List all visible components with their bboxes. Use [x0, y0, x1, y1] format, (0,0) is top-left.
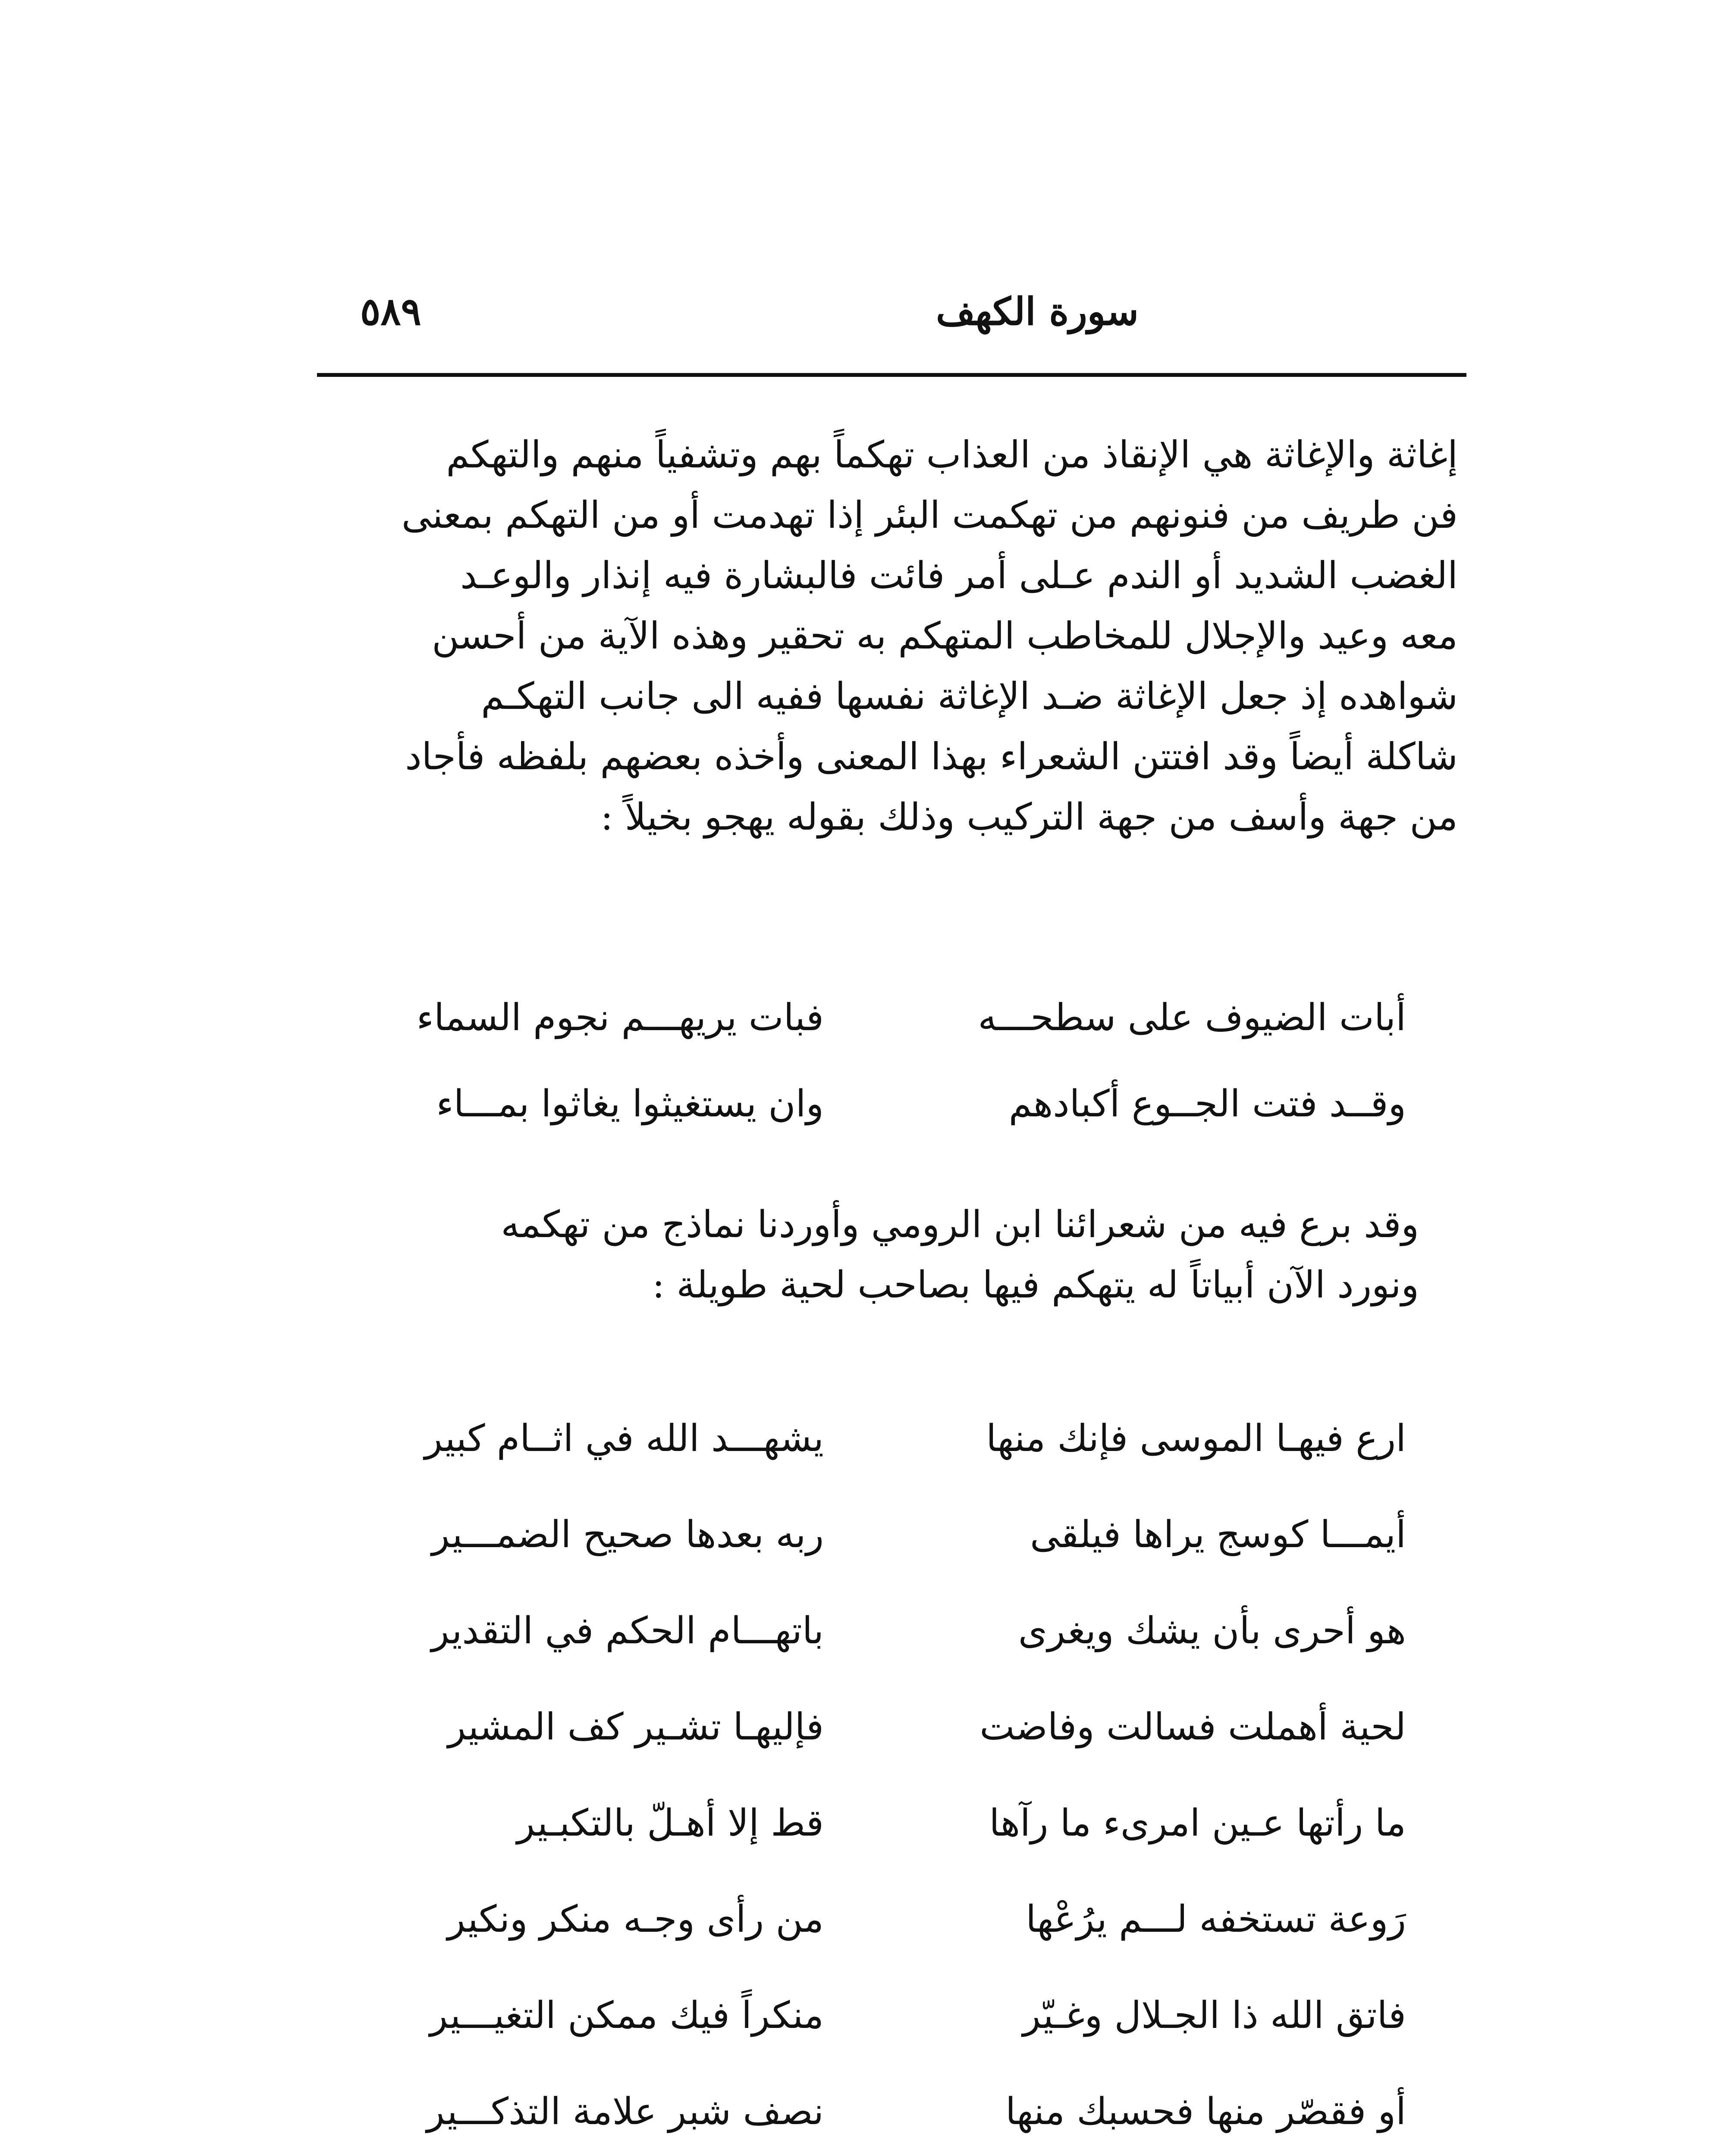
couplet — [328, 1487, 1406, 1583]
second-hemistich: فبات يريهـــم نجوم السماء — [416, 996, 824, 1039]
couplet — [328, 1679, 1406, 1775]
text-line: الغضب الشديد أو الندم عـلى أمر فائت فالبشارة فيه إنذار والوعـد — [460, 554, 1458, 597]
paragraph-1 — [302, 425, 1458, 847]
poem-1 — [328, 975, 1406, 1147]
second-hemistich: ربه بعدها صحيح الضمـــير — [431, 1513, 824, 1556]
header-rule — [317, 373, 1466, 377]
second-hemistich: فإليهـا تشـير كف المشير — [448, 1705, 824, 1749]
first-hemistich: رَوعة تستخفه لـــم يرُعْها — [1026, 1898, 1406, 1941]
first-hemistich: فاتق الله ذا الجـلال وغـيّر — [1023, 1994, 1406, 2037]
couplet — [328, 1061, 1406, 1147]
couplet — [328, 1583, 1406, 1679]
text-line: ونورد الآن أبياتاً له يتهكم فيها بصاحب لحية طويلة : — [652, 1263, 1419, 1307]
first-hemistich: لحية أهملت فسالت وفاضت — [979, 1705, 1406, 1749]
text-line: من جهة وأسف من جهة التركيب وذلك بقوله يهجو بخيلاً : — [600, 796, 1458, 839]
text-line: فن طريف من فنونهم من تهكمت البئر إذا تهدمت أو من التهكم بمعنى — [402, 494, 1458, 537]
text-line: معه وعيد والإجلال للمخاطب المتهكم به تحقير وهذه الآية من أحسن — [432, 614, 1458, 658]
poem-2 — [328, 1391, 1406, 2156]
second-hemistich: قط إلا أهـلّ بالتكبـير — [517, 1802, 824, 1845]
text-line: إغاثة والإغاثة هي الإنقاذ من العذاب تهكماً بهم وتشفياً منهم والتهكم — [446, 433, 1458, 476]
paragraph-2 — [302, 1194, 1458, 1315]
first-hemistich: ما رأتها عـين امرىء ما رآها — [989, 1802, 1406, 1845]
second-hemistich: باتهـــام الحكم في التقدير — [431, 1609, 824, 1652]
text-line: شاكلة أيضاً وقد افتتن الشعراء بهذا المعنى وأخذه بعضهم بلفظه فأجاد — [405, 735, 1458, 778]
couplet — [328, 1968, 1406, 2064]
couplet — [328, 1871, 1406, 1968]
text-line: وقد برع فيه من شعرائنا ابن الرومي وأوردنا نماذج من تهكمه — [501, 1203, 1419, 1246]
page-number: ٥٨٩ — [360, 289, 421, 334]
second-hemistich: نصف شبر علامة التذكـــير — [427, 2090, 824, 2133]
first-hemistich: أبات الضيوف على سطحـــه — [978, 996, 1406, 1039]
page-header — [319, 285, 1466, 341]
first-hemistich: ارع فيهـا الموسى فإنك منها — [986, 1417, 1406, 1460]
second-hemistich: وان يستغيثوا يغاثوا بمـــاء — [436, 1082, 824, 1125]
first-hemistich: أو فقصّر منها فحسبك منها — [1005, 2090, 1406, 2133]
first-hemistich: أيمـــا كوسج يراها فيلقى — [1030, 1513, 1406, 1556]
couplet — [328, 2064, 1406, 2156]
couplet — [328, 975, 1406, 1061]
first-hemistich: وقــد فتت الجــوع أكبادهم — [1008, 1082, 1406, 1125]
chapter-title: سورة الكهف — [936, 289, 1139, 334]
text-line: شواهده إذ جعل الإغاثة ضـد الإغاثة نفسها ففيه الى جانب التهكـم — [481, 675, 1458, 718]
couplet — [328, 1775, 1406, 1871]
second-hemistich: من رأى وجـه منكر ونكير — [447, 1898, 824, 1941]
second-hemistich: منكراً فيك ممكن التغيـــير — [430, 1994, 824, 2037]
couplet — [328, 1391, 1406, 1487]
second-hemistich: يشهـــد الله في اثــام كبير — [424, 1417, 824, 1460]
first-hemistich: هو أحرى بأن يشك ويغرى — [1018, 1609, 1406, 1652]
